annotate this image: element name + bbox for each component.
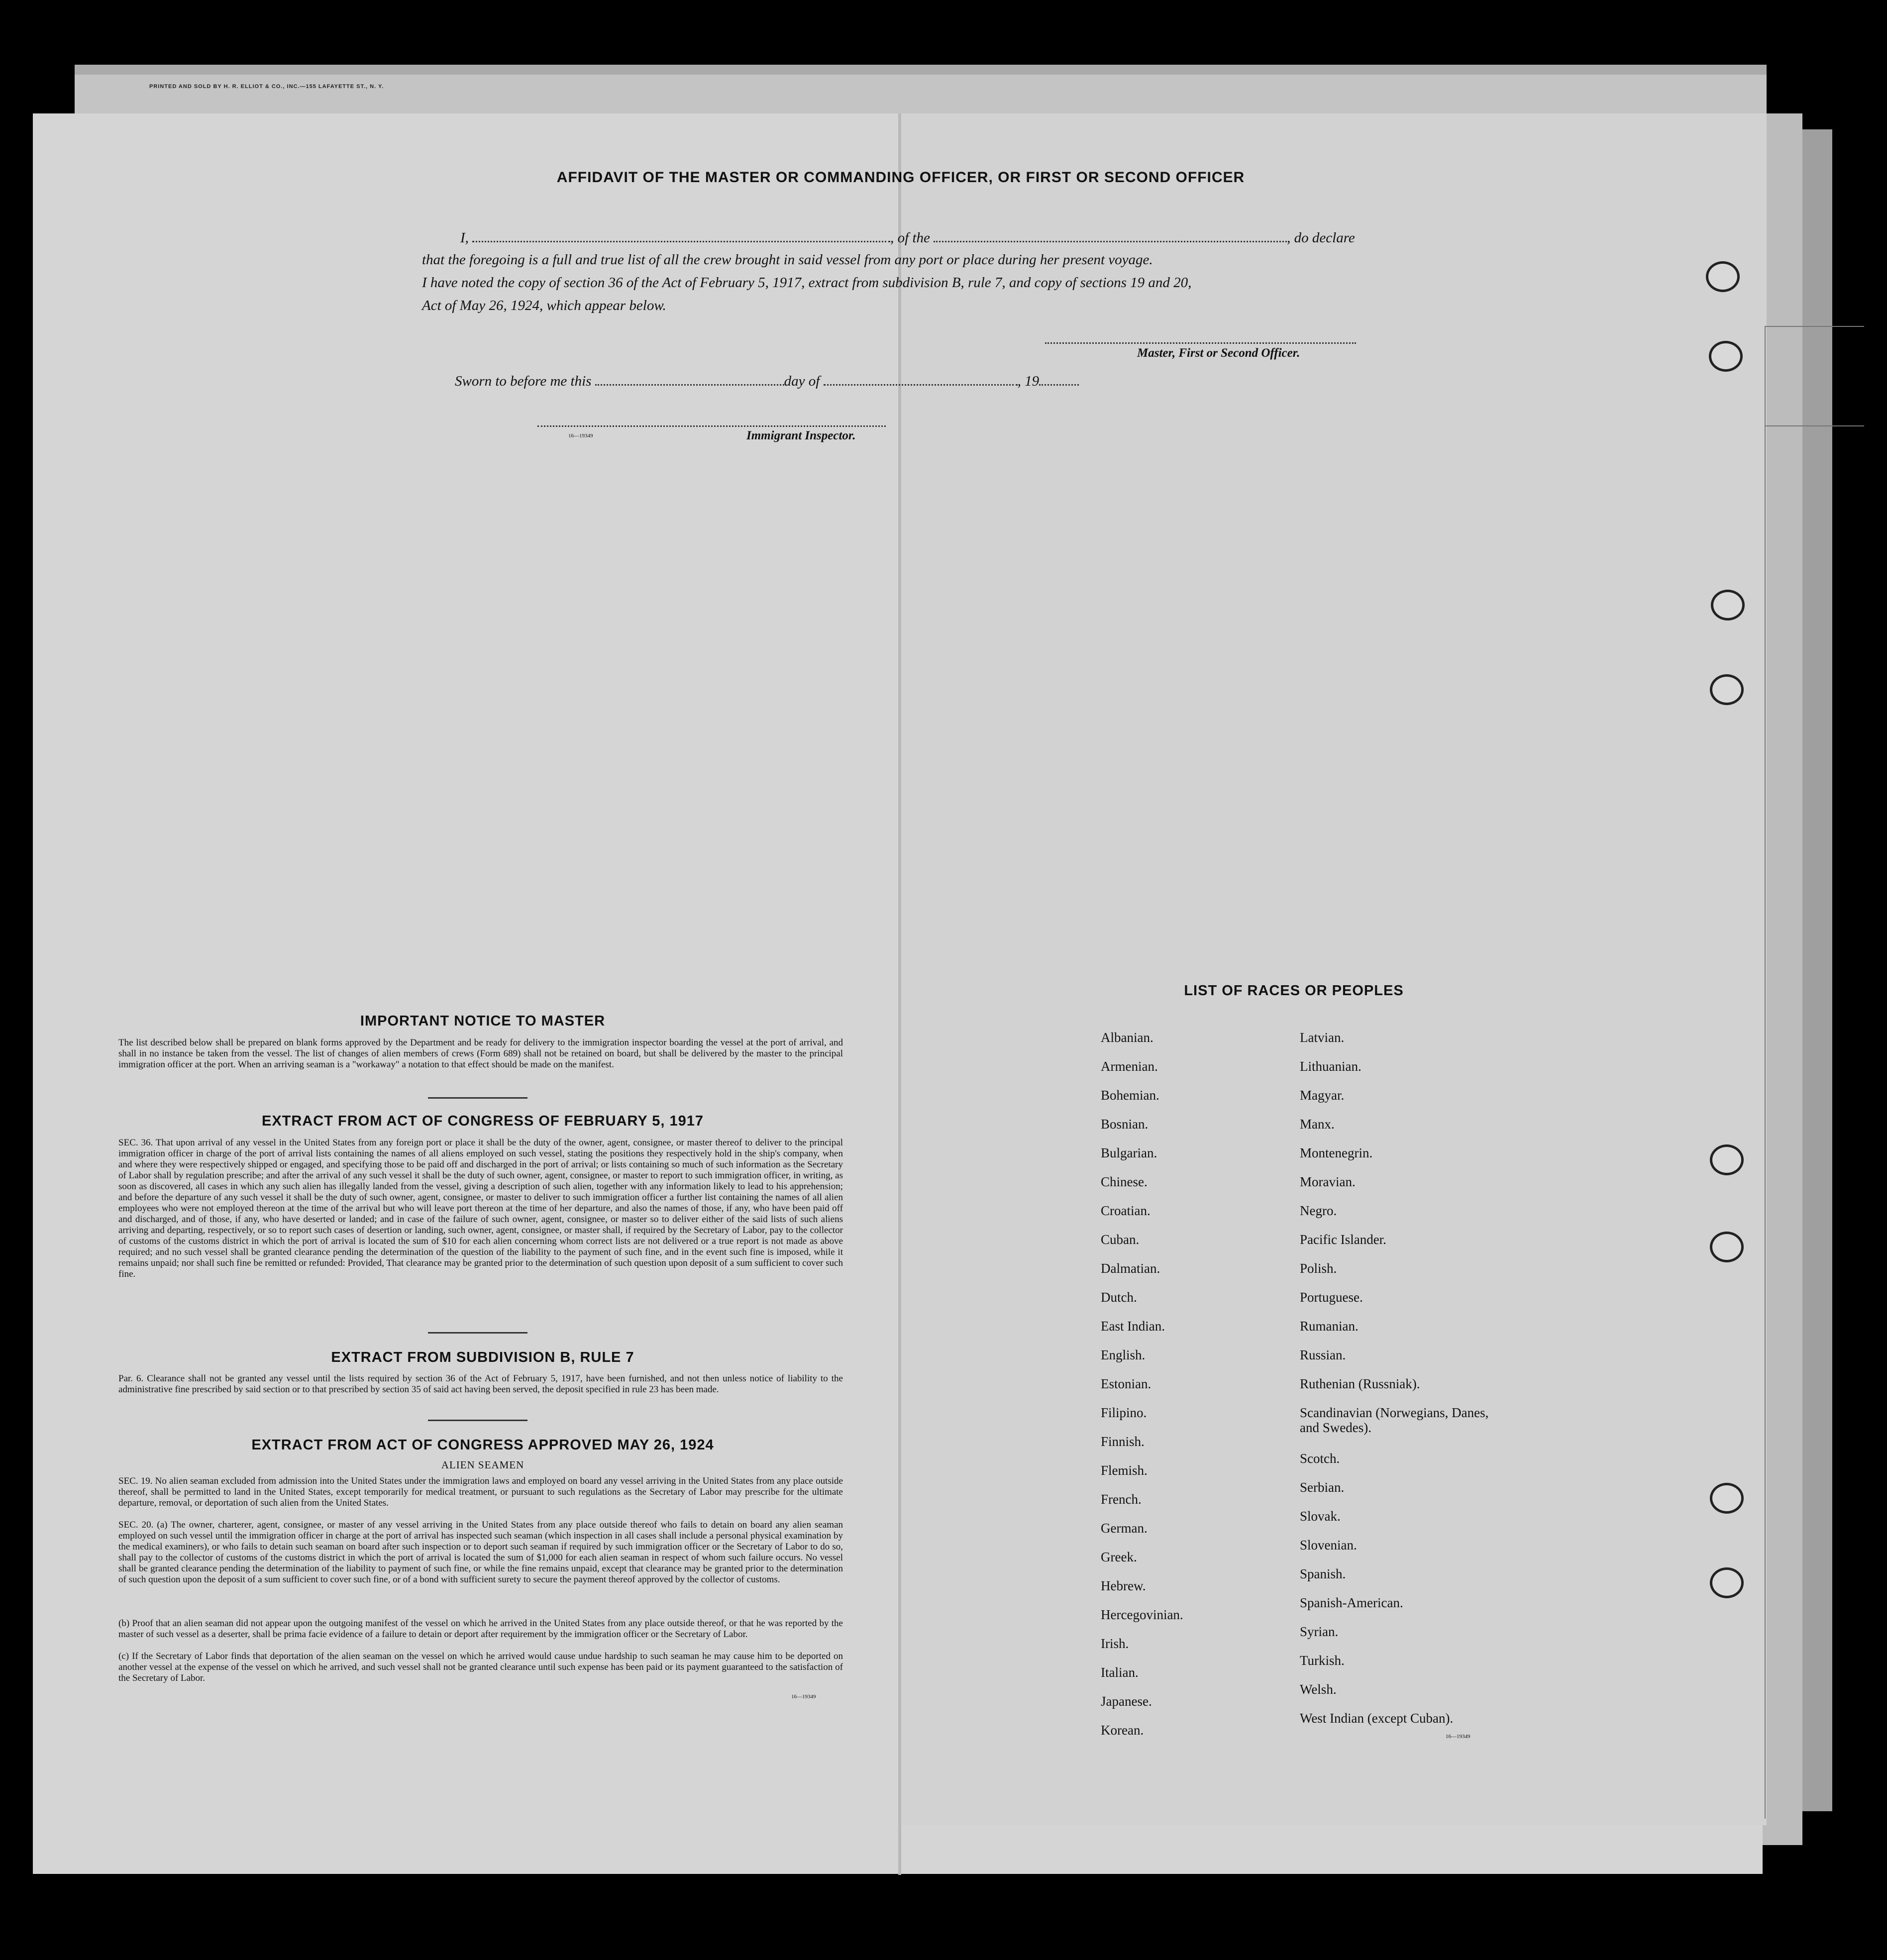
- race-item: Turkish.: [1300, 1653, 1345, 1668]
- race-item: Irish.: [1101, 1636, 1129, 1651]
- race-item: Serbian.: [1300, 1480, 1345, 1495]
- sworn-year-field[interactable]: [1039, 384, 1079, 386]
- right-page-edge: [1763, 113, 1802, 1845]
- right-page-rule: [1765, 425, 1864, 426]
- race-item: Flemish.: [1101, 1463, 1148, 1478]
- race-item: French.: [1101, 1492, 1142, 1507]
- race-item: Japanese.: [1101, 1694, 1152, 1709]
- extract-1917-text: SEC. 36. That upon arrival of any vessel in the United States from any foreign port or place it shall be the duty of the owner, agent, consignee, or master thereof to deliver to the principal immigration officer in charge of the port of arrival lists containing the names of all aliens employed on such vessel, stating the positions they respectively hold in the ship's company, when and where they were respectively shipped or engaged, and specifying those to be paid off and discharged in the port of arrival; or lists containing so much of such information as the Secretary of Labor shall by regulation prescribe; and after the arrival of any such vessel it shall be the duty of such owner, agent, consignee, or master to report to such immigration officer, in writing, as soon as discovered, all cases in which any such alien has illegally landed from the vessel, giving a description of such alien, together with any information likely to lead to his apprehension; and before the departure of any such vessel it shall be the duty of such owner, agent, consignee, or master to deliver to such immigration officer a further list containing the names of all alien employees who were not employed thereon at the time of the arrival but who will leave port thereon at the time of her departure, and also the names of those, if any, who have been paid off and discharged, and of those, if any, who have deserted or landed; and in case of the failure of such owner, agent, consignee, or master so to deliver either of the said lists of such aliens arriving and departing, respectively, or so to report such cases of desertion or landing, such owner, agent, consignee, or master shall, if required by the Secretary of Labor, pay to the collector of customs of the customs district in which the port of arrival is located the sum of $10 for each alien concerning whom correct lists are not delivered or a true report is not made as above required; and no such vessel shall be granted clearance pending the determination of the question of the liability to the payment of such fine, and in the event such fine is imposed, while it remains unpaid; nor shall such fine be remitted or refunded: Provided, That clearance may be granted prior to the determination of such question upon deposit of a sum sufficient to cover such fine.: [118, 1137, 843, 1279]
- race-item: Dalmatian.: [1101, 1261, 1160, 1276]
- affidavit-title: AFFIDAVIT OF THE MASTER OR COMMANDING OFFICER, OR FIRST OR SECOND OFFICER: [556, 169, 1245, 186]
- binder-hole-icon: [1710, 1232, 1744, 1262]
- inspector-caption: Immigrant Inspector.: [746, 429, 856, 442]
- race-item: Hebrew.: [1101, 1578, 1146, 1593]
- race-item: East Indian.: [1101, 1319, 1165, 1334]
- notice-text: The list described below shall be prepared on blank forms approved by the Department and be ready for delivery to the immigration inspector boarding the vessel at the port of arrival, and shall in no instance be taken from the vessel. The list of changes of alien members of crews (Form 689) shall not be retained on board, but shall be delivered by the master to the principal immigration officer at the port. When an arriving seaman is a "workaway" a notation to that effect should be made on the manifest.: [118, 1037, 843, 1070]
- race-item: Russian.: [1300, 1347, 1346, 1362]
- binder-hole-icon: [1710, 674, 1744, 705]
- race-item: Scandinavian (Norwegians, Danes, and Swedes).: [1300, 1405, 1489, 1435]
- race-item: English.: [1101, 1347, 1146, 1362]
- master-signature-line[interactable]: [1045, 342, 1356, 344]
- race-item: Welsh.: [1300, 1682, 1337, 1697]
- race-item: Finnish.: [1101, 1434, 1145, 1449]
- rule7-text: Par. 6. Clearance shall not be granted any vessel until the lists required by section 36 of the Act of February 5, 1917, have been furnished, and not then unless notice of liability to the administrative fine prescribed by said section or to that prescribed by section 35 of said act having been served, the deposit specified in rule 23 has been made.: [118, 1373, 843, 1395]
- races-form-number: 16—19349: [1446, 1734, 1470, 1740]
- binder-hole-icon: [1710, 1144, 1744, 1175]
- race-item: Scotch.: [1300, 1451, 1340, 1466]
- race-item: Armenian.: [1101, 1059, 1158, 1074]
- master-signature-caption: Master, First or Second Officer.: [1137, 346, 1300, 360]
- binder-hole-icon: [1709, 341, 1743, 372]
- race-item: Spanish-American.: [1300, 1595, 1403, 1610]
- top-page-edge-inner: [75, 75, 1767, 114]
- affidavit-form-number: 16—19349: [568, 433, 593, 439]
- extract-1924-sec20b: (b) Proof that an alien seaman did not appear upon the outgoing manifest of the vessel on which he arrived in the United States from any place outside thereof, or that he was reported by the master of such vessel as a deserter, shall be prima facie evidence of a failure to detain or deport after requirement by the immigration officer or the Secretary of Labor.: [118, 1618, 843, 1640]
- extract-1924-sec20a: SEC. 20. (a) The owner, charterer, agent, consignee, or master of any vessel arriving in the United States from any place outside thereof who fails to detain on board any alien seaman employed on such vessel until the immigration officer in charge at the port of arrival has inspected such seaman (which inspection in all cases shall include a personal physical examination by the medical examiners), or who fails to detain such seaman on board after such inspection or to deport such seaman if required by such immigration officer or the Secretary of Labor to do so, shall pay to the collector of customs of the customs district in which the port of arrival is located the sum of $1,000 for each alien seaman in respect of whom such failure occurs. No vessel shall be granted clearance pending the determination of the liability to payment of such fine, or while the fine remains unpaid, except that clearance may be granted prior to the determination of such question upon the deposit of a sum sufficient to cover such fine, or of a bond with sufficient surety to secure the payment thereof approved by the collector of customs.: [118, 1520, 843, 1585]
- extract-1924-sec19: SEC. 19. No alien seaman excluded from admission into the United States under the immigration laws and employed on board any vessel arriving in the United States from any place outside thereof, shall be permitted to land in the United States, except temporarily for medical treatment, or pursuant to such regulations as the Secretary of Labor may prescribe for the ultimate departure, removal, or deportation of such alien from the United States.: [118, 1476, 843, 1508]
- race-item: Polish.: [1300, 1261, 1337, 1276]
- race-item: Pacific Islander.: [1300, 1232, 1386, 1247]
- officer-name-field[interactable]: [472, 241, 890, 242]
- inspector-signature-line[interactable]: [537, 425, 886, 427]
- race-item: Greek.: [1101, 1549, 1137, 1564]
- race-item: Dutch.: [1101, 1290, 1137, 1305]
- race-item: Montenegrin.: [1300, 1145, 1373, 1160]
- race-item: Syrian.: [1300, 1624, 1339, 1639]
- affidavit-body-line2: I have noted the copy of section 36 of the Act of February 5, 1917, extract from subdivision B, rule 7, and copy of sections 19 and 20,: [422, 275, 1192, 291]
- divider: [428, 1420, 527, 1421]
- extract-1924-title: EXTRACT FROM ACT OF CONGRESS APPROVED MAY 26, 1924: [251, 1437, 714, 1453]
- affidavit-declaration-line: I, , of the , do declare: [460, 230, 1355, 246]
- rule7-title: EXTRACT FROM SUBDIVISION B, RULE 7: [331, 1349, 634, 1365]
- right-page-rule: [1765, 326, 1864, 327]
- races-title: LIST OF RACES OR PEOPLES: [1184, 983, 1404, 999]
- sworn-day-field[interactable]: [595, 384, 784, 386]
- affidavit-body-line3: Act of May 26, 1924, which appear below.: [422, 298, 666, 313]
- race-item: Negro.: [1300, 1203, 1337, 1218]
- race-item: Moravian.: [1300, 1174, 1356, 1189]
- binder-hole-icon: [1710, 1567, 1744, 1598]
- race-item: Korean.: [1101, 1723, 1144, 1738]
- extract-1924-form-number: 16—19349: [791, 1694, 816, 1700]
- race-item: Rumanian.: [1300, 1319, 1359, 1334]
- binder-hole-icon: [1711, 590, 1745, 620]
- race-item: Manx.: [1300, 1117, 1335, 1132]
- race-item: Ruthenian (Russniak).: [1300, 1376, 1420, 1391]
- race-item: Cuban.: [1101, 1232, 1140, 1247]
- sworn-line: Sworn to before me this day of , 19: [455, 373, 1079, 390]
- affidavit-body-line1: that the foregoing is a full and true list of all the crew brought in said vessel from any port or place during her present voyage.: [422, 252, 1153, 268]
- race-item: Bosnian.: [1101, 1117, 1149, 1132]
- divider: [428, 1332, 527, 1334]
- race-item: Lithuanian.: [1300, 1059, 1362, 1074]
- race-item: Slovenian.: [1300, 1538, 1357, 1552]
- binder-hole-icon: [1710, 1483, 1744, 1514]
- right-page-rule: [1765, 326, 1766, 1819]
- race-item: German.: [1101, 1521, 1148, 1536]
- race-item: Estonian.: [1101, 1376, 1152, 1391]
- race-item: Albanian.: [1101, 1030, 1153, 1045]
- binder-hole-icon: [1706, 261, 1740, 292]
- printer-imprint: PRINTED AND SOLD BY H. R. ELLIOT & CO., INC.—155 LAFAYETTE ST., N. Y.: [149, 84, 384, 90]
- race-item: Magyar.: [1300, 1088, 1345, 1103]
- race-item: Italian.: [1101, 1665, 1139, 1680]
- race-item: Chinese.: [1101, 1174, 1148, 1189]
- vessel-name-field[interactable]: [934, 241, 1287, 242]
- divider: [428, 1097, 527, 1099]
- race-item: Bulgarian.: [1101, 1145, 1157, 1160]
- race-item: Bohemian.: [1101, 1088, 1159, 1103]
- race-item: Croatian.: [1101, 1203, 1151, 1218]
- extract-1924-subtitle: ALIEN SEAMEN: [441, 1459, 524, 1471]
- race-item: Latvian.: [1300, 1030, 1345, 1045]
- extract-1917-title: EXTRACT FROM ACT OF CONGRESS OF FEBRUARY 5, 1917: [261, 1113, 704, 1129]
- notice-title: IMPORTANT NOTICE TO MASTER: [360, 1013, 606, 1029]
- race-item: Slovak.: [1300, 1509, 1341, 1524]
- race-item: Spanish.: [1300, 1566, 1346, 1581]
- race-item: Hercegovinian.: [1101, 1607, 1183, 1622]
- sworn-month-field[interactable]: [824, 384, 1018, 386]
- right-page-edge-back: [1802, 129, 1832, 1811]
- race-item: West Indian (except Cuban).: [1300, 1711, 1454, 1726]
- extract-1924-sec20c: (c) If the Secretary of Labor finds that deportation of the alien seaman on the vessel on which he arrived would cause undue hardship to such seaman he may cause him to be deported on another vessel at the expense of the vessel on which he arrived, and such vessel shall not be granted clearance until such expense has been paid or its payment guaranteed to the satisfaction of the Secretary of Labor.: [118, 1651, 843, 1683]
- race-item: Filipino.: [1101, 1405, 1147, 1420]
- race-item: Portuguese.: [1300, 1290, 1363, 1305]
